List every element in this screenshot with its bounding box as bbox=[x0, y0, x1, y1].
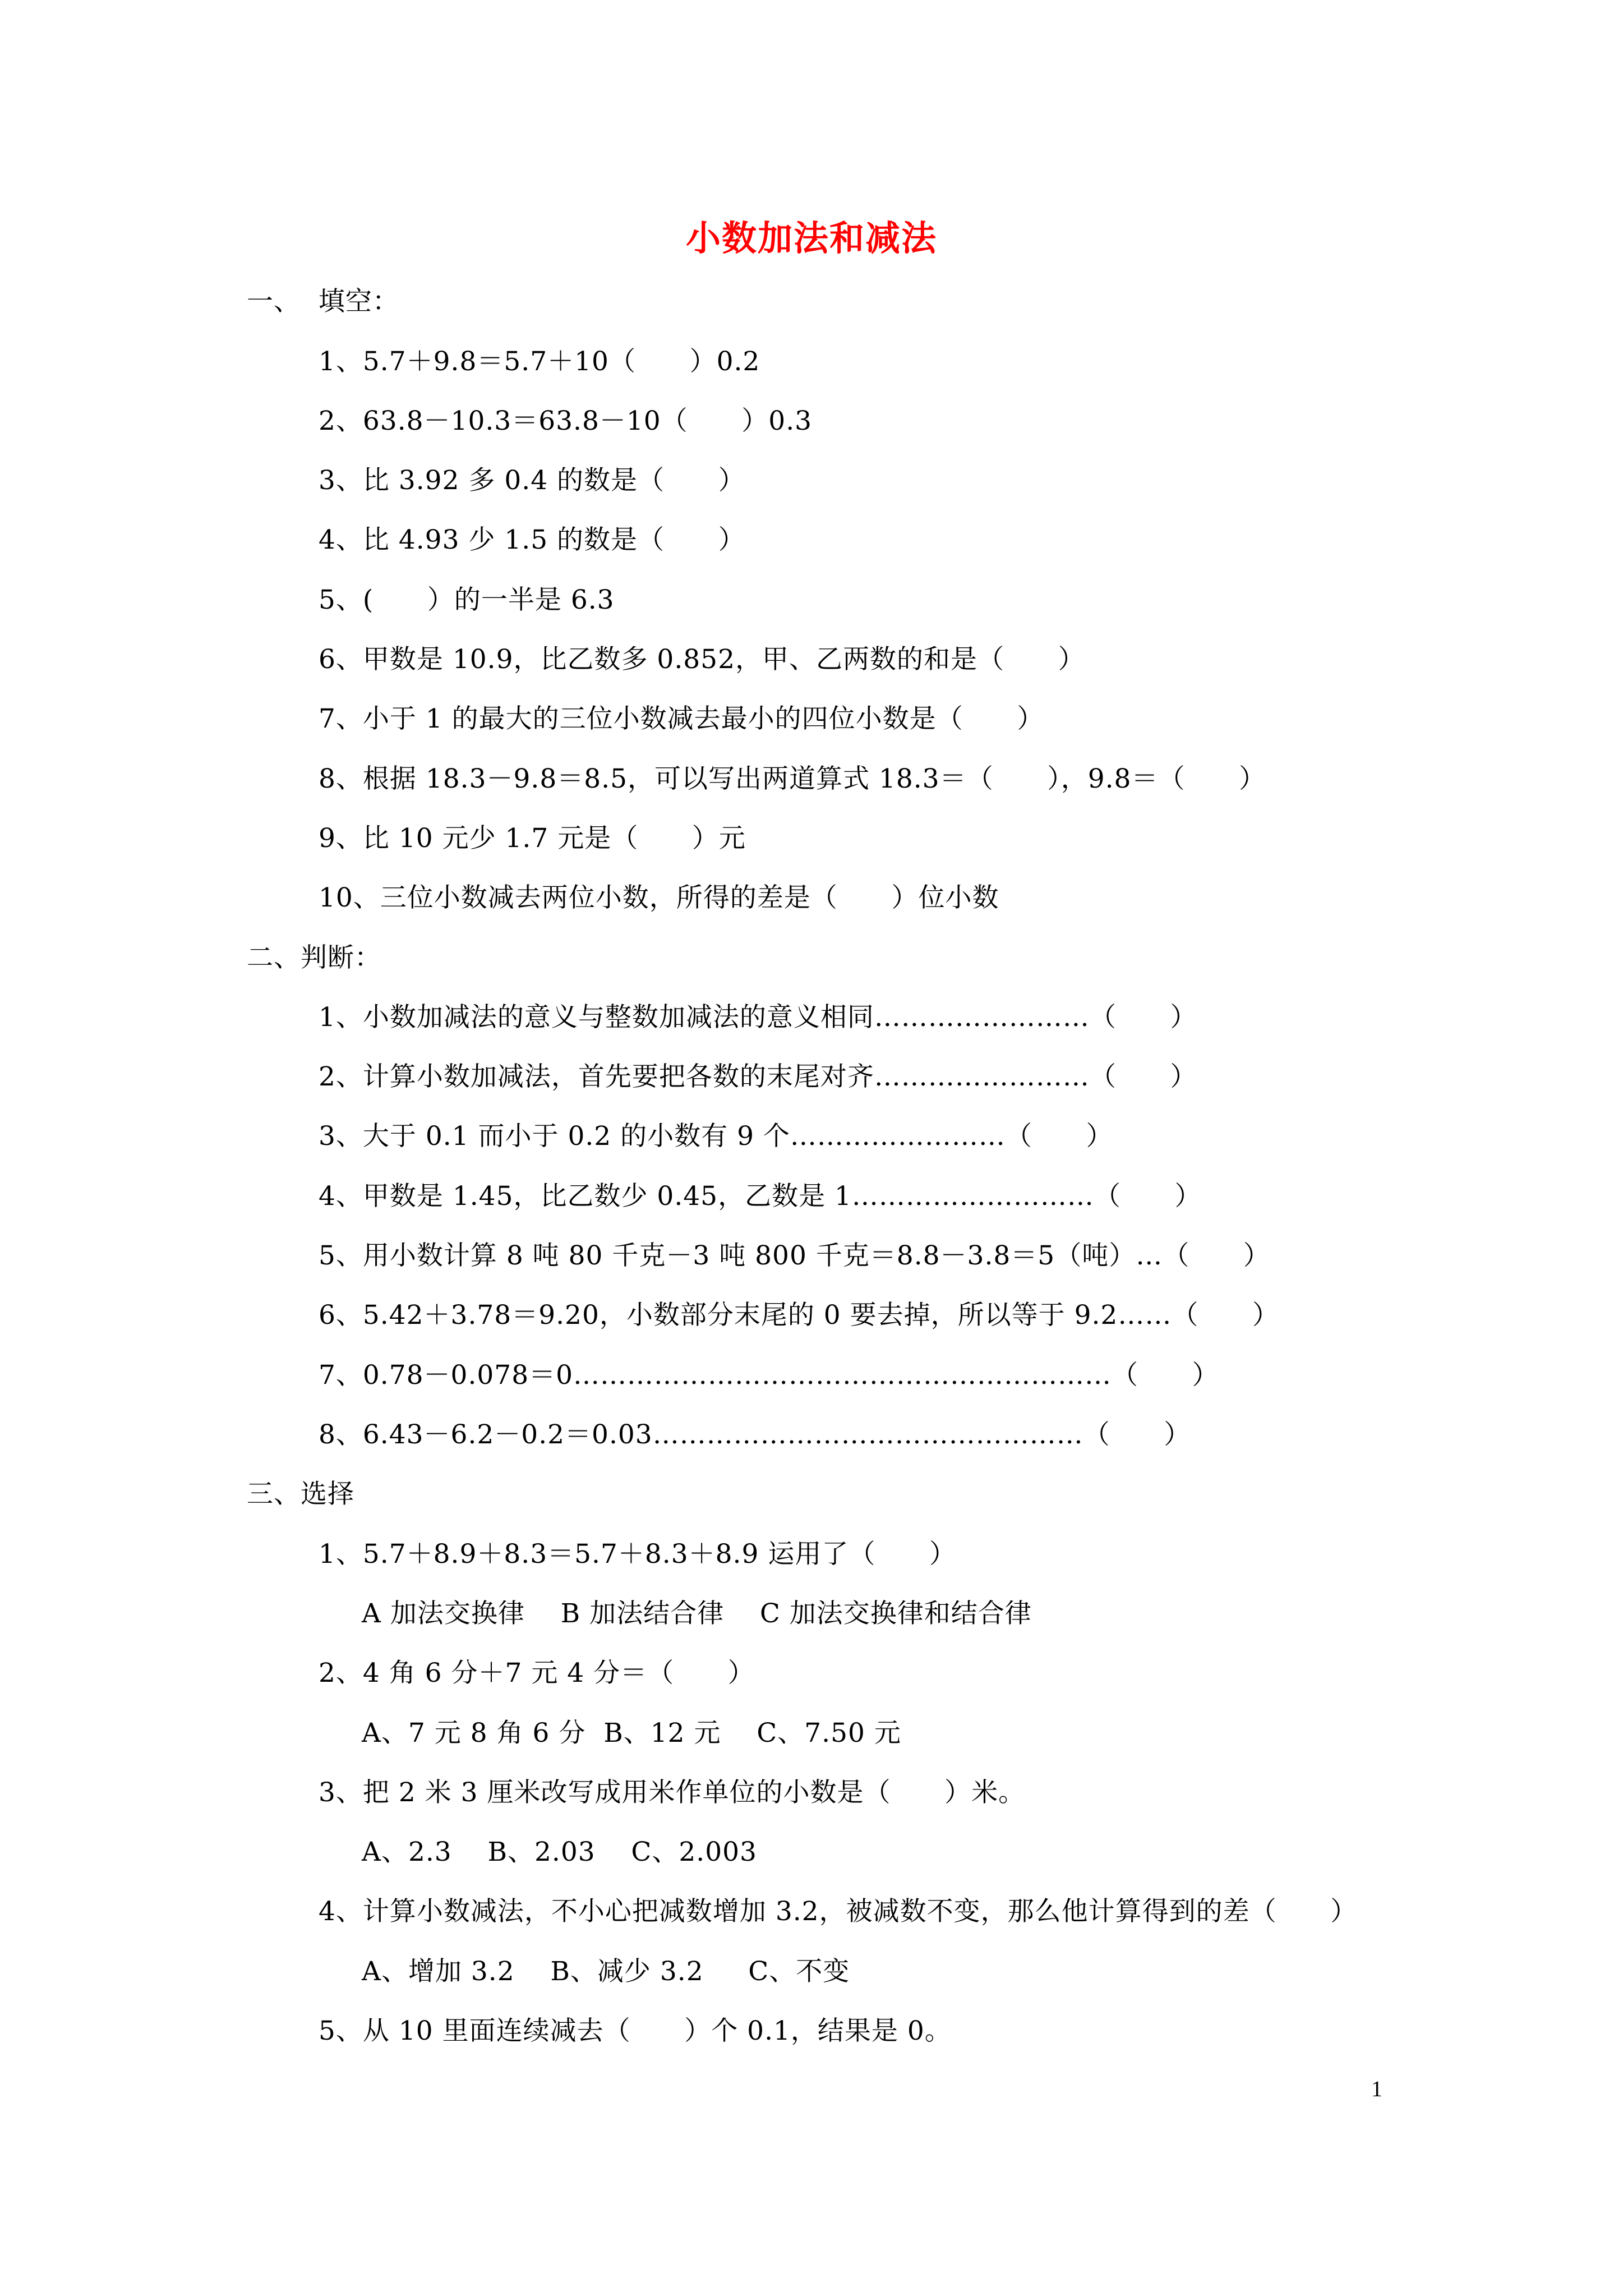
judge-question-7: 7、0.78－0.078＝0……………………………………………………（ ） bbox=[319, 1360, 1219, 1391]
fill-question-6: 6、甲数是 10.9，比乙数多 0.852，甲、乙两数的和是（ ） bbox=[319, 644, 1085, 675]
fill-question-9: 9、比 10 元少 1.7 元是（ ）元 bbox=[319, 823, 746, 854]
fill-question-1: 1、5.7＋9.8＝5.7＋10（ ）0.2 bbox=[319, 346, 760, 377]
choice-options-3: A、2.3 B、2.03 C、2.003 bbox=[362, 1837, 757, 1867]
fill-question-2: 2、63.8－10.3＝63.8－10（ ）0.3 bbox=[319, 406, 813, 436]
fill-question-5: 5、( ）的一半是 6.3 bbox=[319, 585, 615, 615]
choice-options-4: A、增加 3.2 B、减少 3.2 C、不变 bbox=[362, 1956, 850, 1987]
choice-options-2: A、7 元 8 角 6 分 B、12 元 C、7.50 元 bbox=[362, 1718, 901, 1749]
section-heading-judge: 二、判断： bbox=[247, 942, 381, 973]
judge-question-4: 4、甲数是 1.45，比乙数少 0.45，乙数是 1………………………（ ） bbox=[319, 1181, 1202, 1212]
judge-question-3: 3、大于 0.1 而小于 0.2 的小数有 9 个……………………（ ） bbox=[319, 1121, 1113, 1152]
worksheet-title: 小数加法和减法 bbox=[685, 218, 937, 259]
judge-question-6: 6、5.42＋3.78＝9.20，小数部分末尾的 0 要去掉，所以等于 9.2……（ ） bbox=[319, 1300, 1279, 1331]
choice-question-3: 3、把 2 米 3 厘米改写成用米作单位的小数是（ ）米。 bbox=[319, 1777, 1026, 1808]
section-heading-fill-blank: 一、 填空： bbox=[247, 286, 399, 317]
page-number: 1 bbox=[1371, 2076, 1382, 2101]
choice-question-4: 4、计算小数减法，不小心把减数增加 3.2，被减数不变，那么他计算得到的差（ ） bbox=[319, 1896, 1358, 1927]
judge-question-2: 2、计算小数加减法，首先要把各数的末尾对齐……………………（ ） bbox=[319, 1061, 1197, 1092]
fill-question-3: 3、比 3.92 多 0.4 的数是（ ） bbox=[319, 465, 745, 496]
fill-question-10: 10、三位小数减去两位小数，所得的差是（ ）位小数 bbox=[319, 882, 999, 913]
fill-question-7: 7、小于 1 的最大的三位小数减去最小的四位小数是（ ） bbox=[319, 703, 1044, 734]
fill-question-4: 4、比 4.93 少 1.5 的数是（ ） bbox=[319, 524, 745, 555]
fill-question-8: 8、根据 18.3－9.8＝8.5，可以写出两道算式 18.3＝（ ），9.8＝（ ） bbox=[319, 763, 1266, 794]
section-heading-choice: 三、选择 bbox=[247, 1479, 354, 1510]
judge-question-1: 1、小数加减法的意义与整数加减法的意义相同……………………（ ） bbox=[319, 1002, 1197, 1033]
choice-question-2: 2、4 角 6 分＋7 元 4 分＝（ ） bbox=[319, 1658, 755, 1688]
choice-options-1: A 加法交换律 B 加法结合律 C 加法交换律和结合律 bbox=[362, 1598, 1032, 1629]
choice-question-1: 1、5.7＋8.9＋8.3＝5.7＋8.3＋8.9 运用了（ ） bbox=[319, 1539, 956, 1570]
choice-question-5: 5、从 10 里面连续减去（ ）个 0.1，结果是 0。 bbox=[319, 2016, 952, 2046]
judge-question-5: 5、用小数计算 8 吨 80 千克－3 吨 800 千克＝8.8－3.8＝5（吨）…（ ） bbox=[319, 1240, 1270, 1271]
judge-question-8: 8、6.43－6.2－0.2＝0.03…………………………………………（ ） bbox=[319, 1419, 1191, 1450]
